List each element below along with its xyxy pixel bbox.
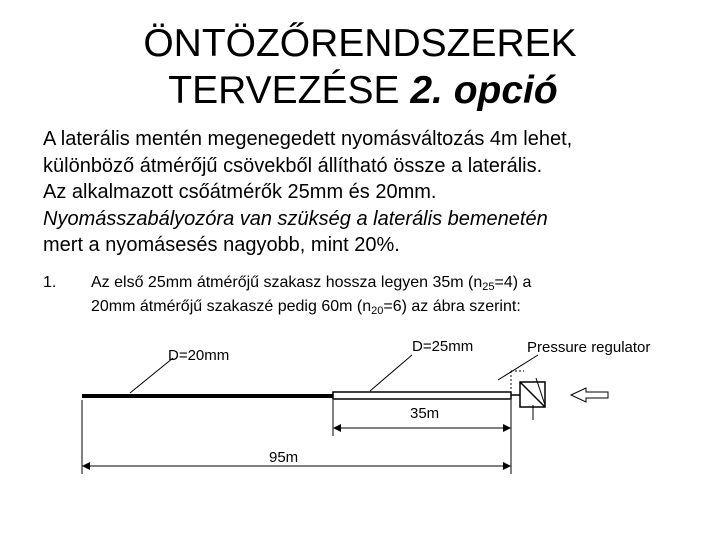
body-line-3: Az alkalmazott csőátmérők 25mm és 20mm. xyxy=(43,181,437,203)
body-line-4: Nyomásszabályozóra van szükség a laterális bemenetén xyxy=(43,207,548,230)
body-line-2: különböző átmérőjű csövekből állítható össze a laterális. xyxy=(43,154,543,177)
pressure-regulator-icon xyxy=(511,371,545,420)
body-line-5: mert a nyomásesés nagyobb, mint 20%. xyxy=(43,234,400,256)
dim-95-label: 95m xyxy=(269,449,299,466)
body-line-1: A laterális mentén megenegedett nyomásváltozás 4m lehet, xyxy=(43,128,573,150)
pipe-25mm xyxy=(333,392,511,399)
leader-regulator xyxy=(498,355,538,380)
list-line-2-b: =6) az ábra szerint: xyxy=(383,298,521,315)
label-regulator: Pressure regulator xyxy=(527,339,651,356)
label-d20: D=20mm xyxy=(168,347,230,364)
label-d25: D=25mm xyxy=(412,338,474,355)
dim-35-label: 35m xyxy=(410,405,440,422)
list-number: 1. xyxy=(43,274,57,291)
leader-d25 xyxy=(370,355,412,391)
list-line-1-a: Az első 25mm átmérőjű szakasz hossza legyen 35m (n xyxy=(91,274,483,291)
list-line-1-sub: 25 xyxy=(482,281,495,293)
leader-d20 xyxy=(130,358,173,393)
list-line-2-sub: 20 xyxy=(371,305,384,317)
title-line-1: ÖNTÖZŐRENDSZEREK xyxy=(143,22,577,65)
list-line-1-b: =4) a xyxy=(494,274,532,291)
title-line-2-plain: TERVEZÉSE xyxy=(168,69,411,112)
list-line-2-a: 20mm átmérőjű szakaszé pedig 60m (n xyxy=(91,298,372,315)
inflow-arrow-icon xyxy=(571,388,608,402)
title-line-2-bold: 2. opció xyxy=(410,69,558,112)
